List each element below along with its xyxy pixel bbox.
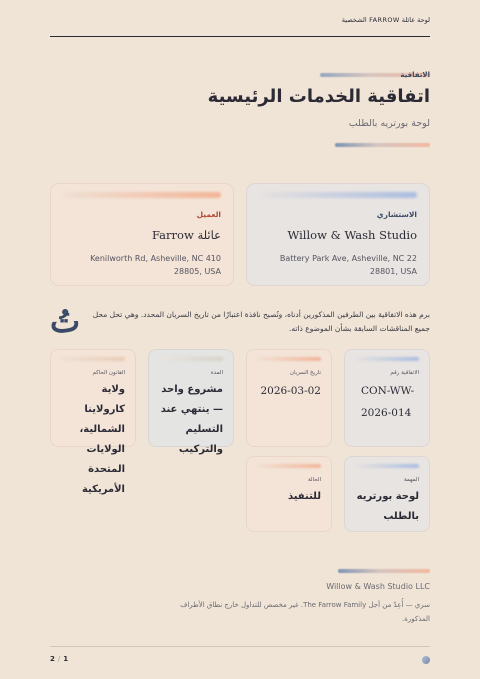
card-brush-decoration [257,464,321,468]
meta-card-governing-law [50,349,136,495]
eyebrow-block [290,68,430,84]
meta-value: ولاية كارولاينا الشمالية، الولايات المتحدة الأمريكية [79,384,125,495]
card-brush-decoration [355,464,419,468]
meta-label: تاريخ السريان [289,370,321,376]
drop-cap: تُ [50,302,81,340]
address-line: 28801, USA [369,267,417,276]
card-brush-decoration [63,192,221,198]
card-brush-decoration [159,357,223,361]
card-brush-decoration [257,357,321,361]
party-role: العميل [196,210,221,219]
address-line: Kenilworth Rd, Asheville, NC 410 [90,254,221,263]
meta-label: الحالة [307,477,321,483]
page-current: 2 [50,655,55,663]
meta-label: المهمة [403,477,419,483]
confidentiality-note: سري — أُعِدّ من أجل The Farrow Family. غير مخصص للتداول خارج نطاق الأطراف المذكورة. [180,601,430,623]
page-title: اتفاقية الخدمات الرئيسية [207,86,430,107]
meta-value: للتنفيذ [287,491,321,502]
party-role: الاستشاري [376,210,417,219]
meta-card-effective-date [246,349,332,447]
meta-value: 2026-03-02 [260,385,321,397]
footer-divider [50,646,430,647]
card-brush-decoration [259,192,417,198]
address-line: 28805, USA [173,267,221,276]
party-name: Willow & Wash Studio [287,228,417,242]
card-brush-decoration [61,357,125,361]
party-address [259,252,417,278]
eyebrow-label: الاتفاقية [400,71,430,79]
meta-card-agreement-number [344,349,430,447]
meta-label: الاتفاقية رقم [390,370,419,376]
meta-value: CON-WW-2026-014 [361,385,415,419]
page-subtitle: لوحة بورتريه بالطلب [348,118,430,129]
party-card-client [50,183,234,286]
party-name: عائلة Farrow [151,228,221,242]
page-number: 2 / 1 [50,655,69,663]
meta-card-status [246,456,332,532]
meta-card-engagement [344,456,430,532]
brush-stroke-decoration [338,569,430,573]
page-total: 1 [63,655,69,663]
address-line: Battery Park Ave, Asheville, NC 22 [279,254,417,263]
lead-text: برم هذه الاتفاقية بين الطرفين المذكورين أدناه، وتُصبح نافذة اعتبارًا من تاريخ السريان المحدد. وهي تحل محل جميع المناقشات السابقة بشأن الموضوع ذاته. [92,310,430,333]
meta-label: المدة [210,370,223,376]
header-label: لوحة عائلة FARROW الشخصية [341,16,430,24]
meta-value: مشروع واحد — ينتهي عند التسليم والتركيب [160,384,223,455]
party-address [63,252,221,278]
party-card-consultant [246,183,430,286]
meta-card-term [148,349,234,455]
brand-dot-icon [422,656,430,664]
meta-label: القانون الحاكم [92,370,125,376]
brush-stroke-decoration [335,143,430,147]
meta-value: لوحة بورتريه بالطلب [356,491,419,522]
card-brush-decoration [355,357,419,361]
company-name: Willow & Wash Studio LLC [326,582,430,591]
header-bar [50,14,430,37]
